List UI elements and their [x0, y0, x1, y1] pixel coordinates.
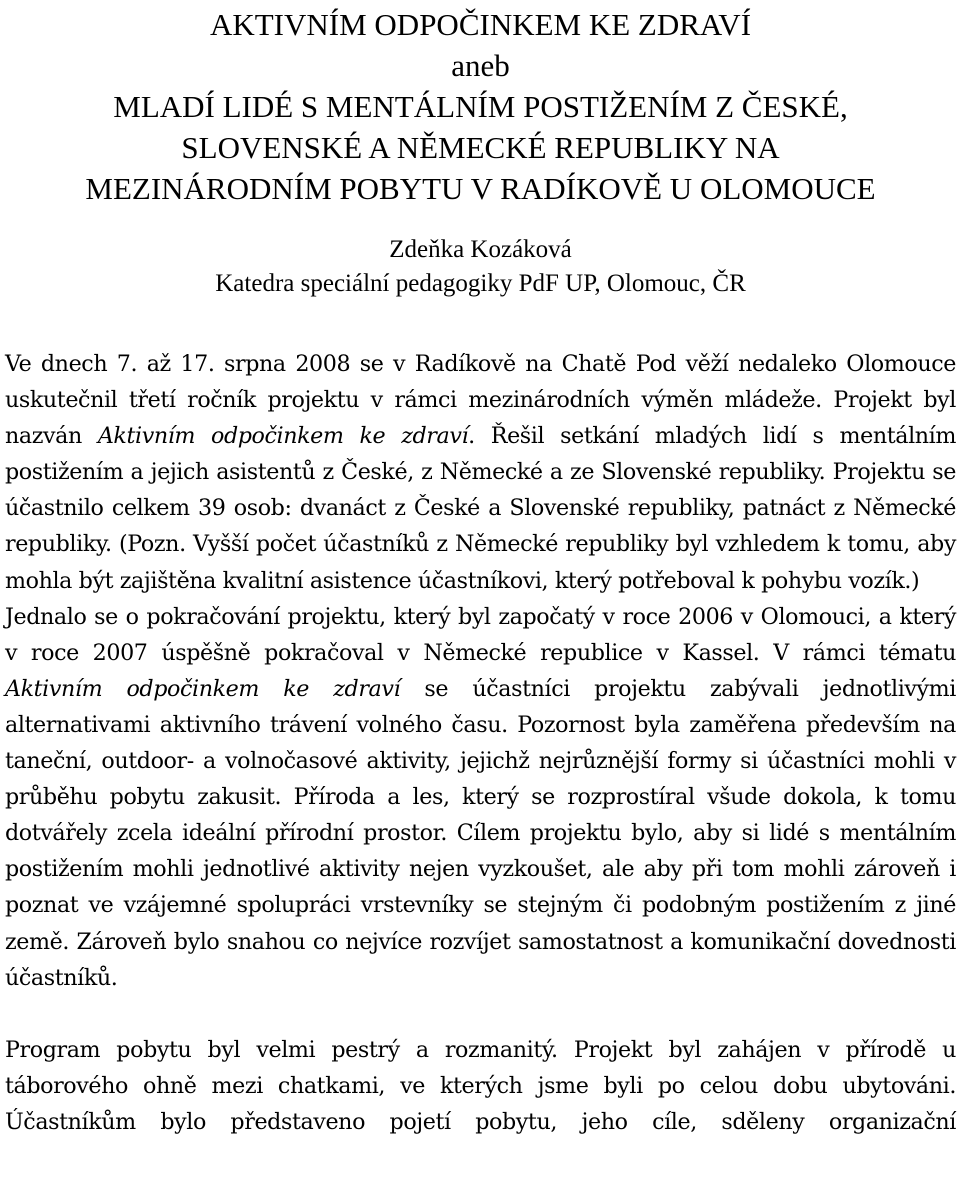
document-title — [5, 0, 956, 209]
title-line-3: MLADÍ LIDÉ S MENTÁLNÍM POSTIŽENÍM Z ČESKÉ, — [113, 89, 848, 124]
title-line-2: aneb — [451, 48, 510, 83]
paragraph-2-text-b: se účastníci projektu zabývali jednotlivými alternativami aktivního trávení volného času. Pozornost byla zaměřena především na taneční, outdoor- a volnočasové aktivity, jejichž nejrůznější formy si účastníci mohli v průběhu pobytu zakusit. Příroda a les, který se rozprostíral všude dokola, k tomu dotvářely zcela ideální přírodní prostor. Cílem projektu bylo, aby si lidé s mentálním postižením mohli jednotlivé aktivity nejen vyzkoušet, ale aby při tom mohli zároveň i poznat ve vzájemné spolupráci vrstevníky se stejným či podobným postižením z jiné země. Zároveň bylo snahou co nejvíce rozvíjet samostatnost a komunikační dovednosti účastníků. — [5, 675, 957, 991]
author-name: Zdeňka Kozáková — [389, 236, 572, 263]
paragraph-3: Program pobytu byl velmi pestrý a rozmanitý. Projekt byl zahájen v přírodě u táborového ohně mezi chatkami, ve kterých jsme byli po celou dobu ubytováni. Účastníkům bylo představeno pojetí pobytu, jeho cíle, sděleny organizační — [5, 1036, 956, 1135]
paragraph-2-text-a: Jednalo se o pokračování projektu, který byl započatý v roce 2006 v Olomouci, a který v roce 2007 úspěšně pokračoval v Německé republice v Kassel. V rámci tématu — [5, 603, 956, 666]
title-line-1: AKTIVNÍM ODPOČINKEM KE ZDRAVÍ — [209, 7, 752, 42]
paragraph-2 — [5, 599, 956, 996]
paragraph-1-text-a: Ve dnech 7. až 17. srpna 2008 se v Radíkově na Chatě Pod věží nedaleko Olomouce uskutečnil třetí ročník projektu v rámci mezinárodních výměn mládeže. Projekt byl nazván — [5, 351, 956, 450]
paragraph-1-italic-project-name: Aktivním odpočinkem ke zdraví — [97, 423, 469, 450]
author-affiliation: Katedra speciální pedagogiky PdF UP, Olomouc, ČR — [215, 270, 746, 297]
paragraph-1-text-b: . Řešil setkání mladých lidí s mentálním postižením a jejich asistentů z České, z Německé a ze Slovenské republiky. Projektu se účastnilo celkem 39 osob: dvanáct z České a Slovenské republiky, patnáct z Německé republiky. (Pozn. Vyšší počet účastníků z Německé republiky byl vzhledem k tomu, aby mohla být zajištěna kvalitní asistence účastníkovi, který potřeboval k pohybu vozík.) — [5, 423, 957, 594]
paragraph-1 — [5, 346, 956, 599]
paragraph-2-italic-project-name: Aktivním odpočinkem ke zdraví — [5, 675, 401, 702]
author-block — [5, 233, 956, 301]
article-body — [5, 346, 956, 1140]
title-line-4: SLOVENSKÉ A NĚMECKÉ REPUBLIKY NA — [181, 130, 780, 165]
title-line-5: MEZINÁRODNÍM POBYTU V RADÍKOVĚ U OLOMOUCE — [85, 171, 876, 206]
